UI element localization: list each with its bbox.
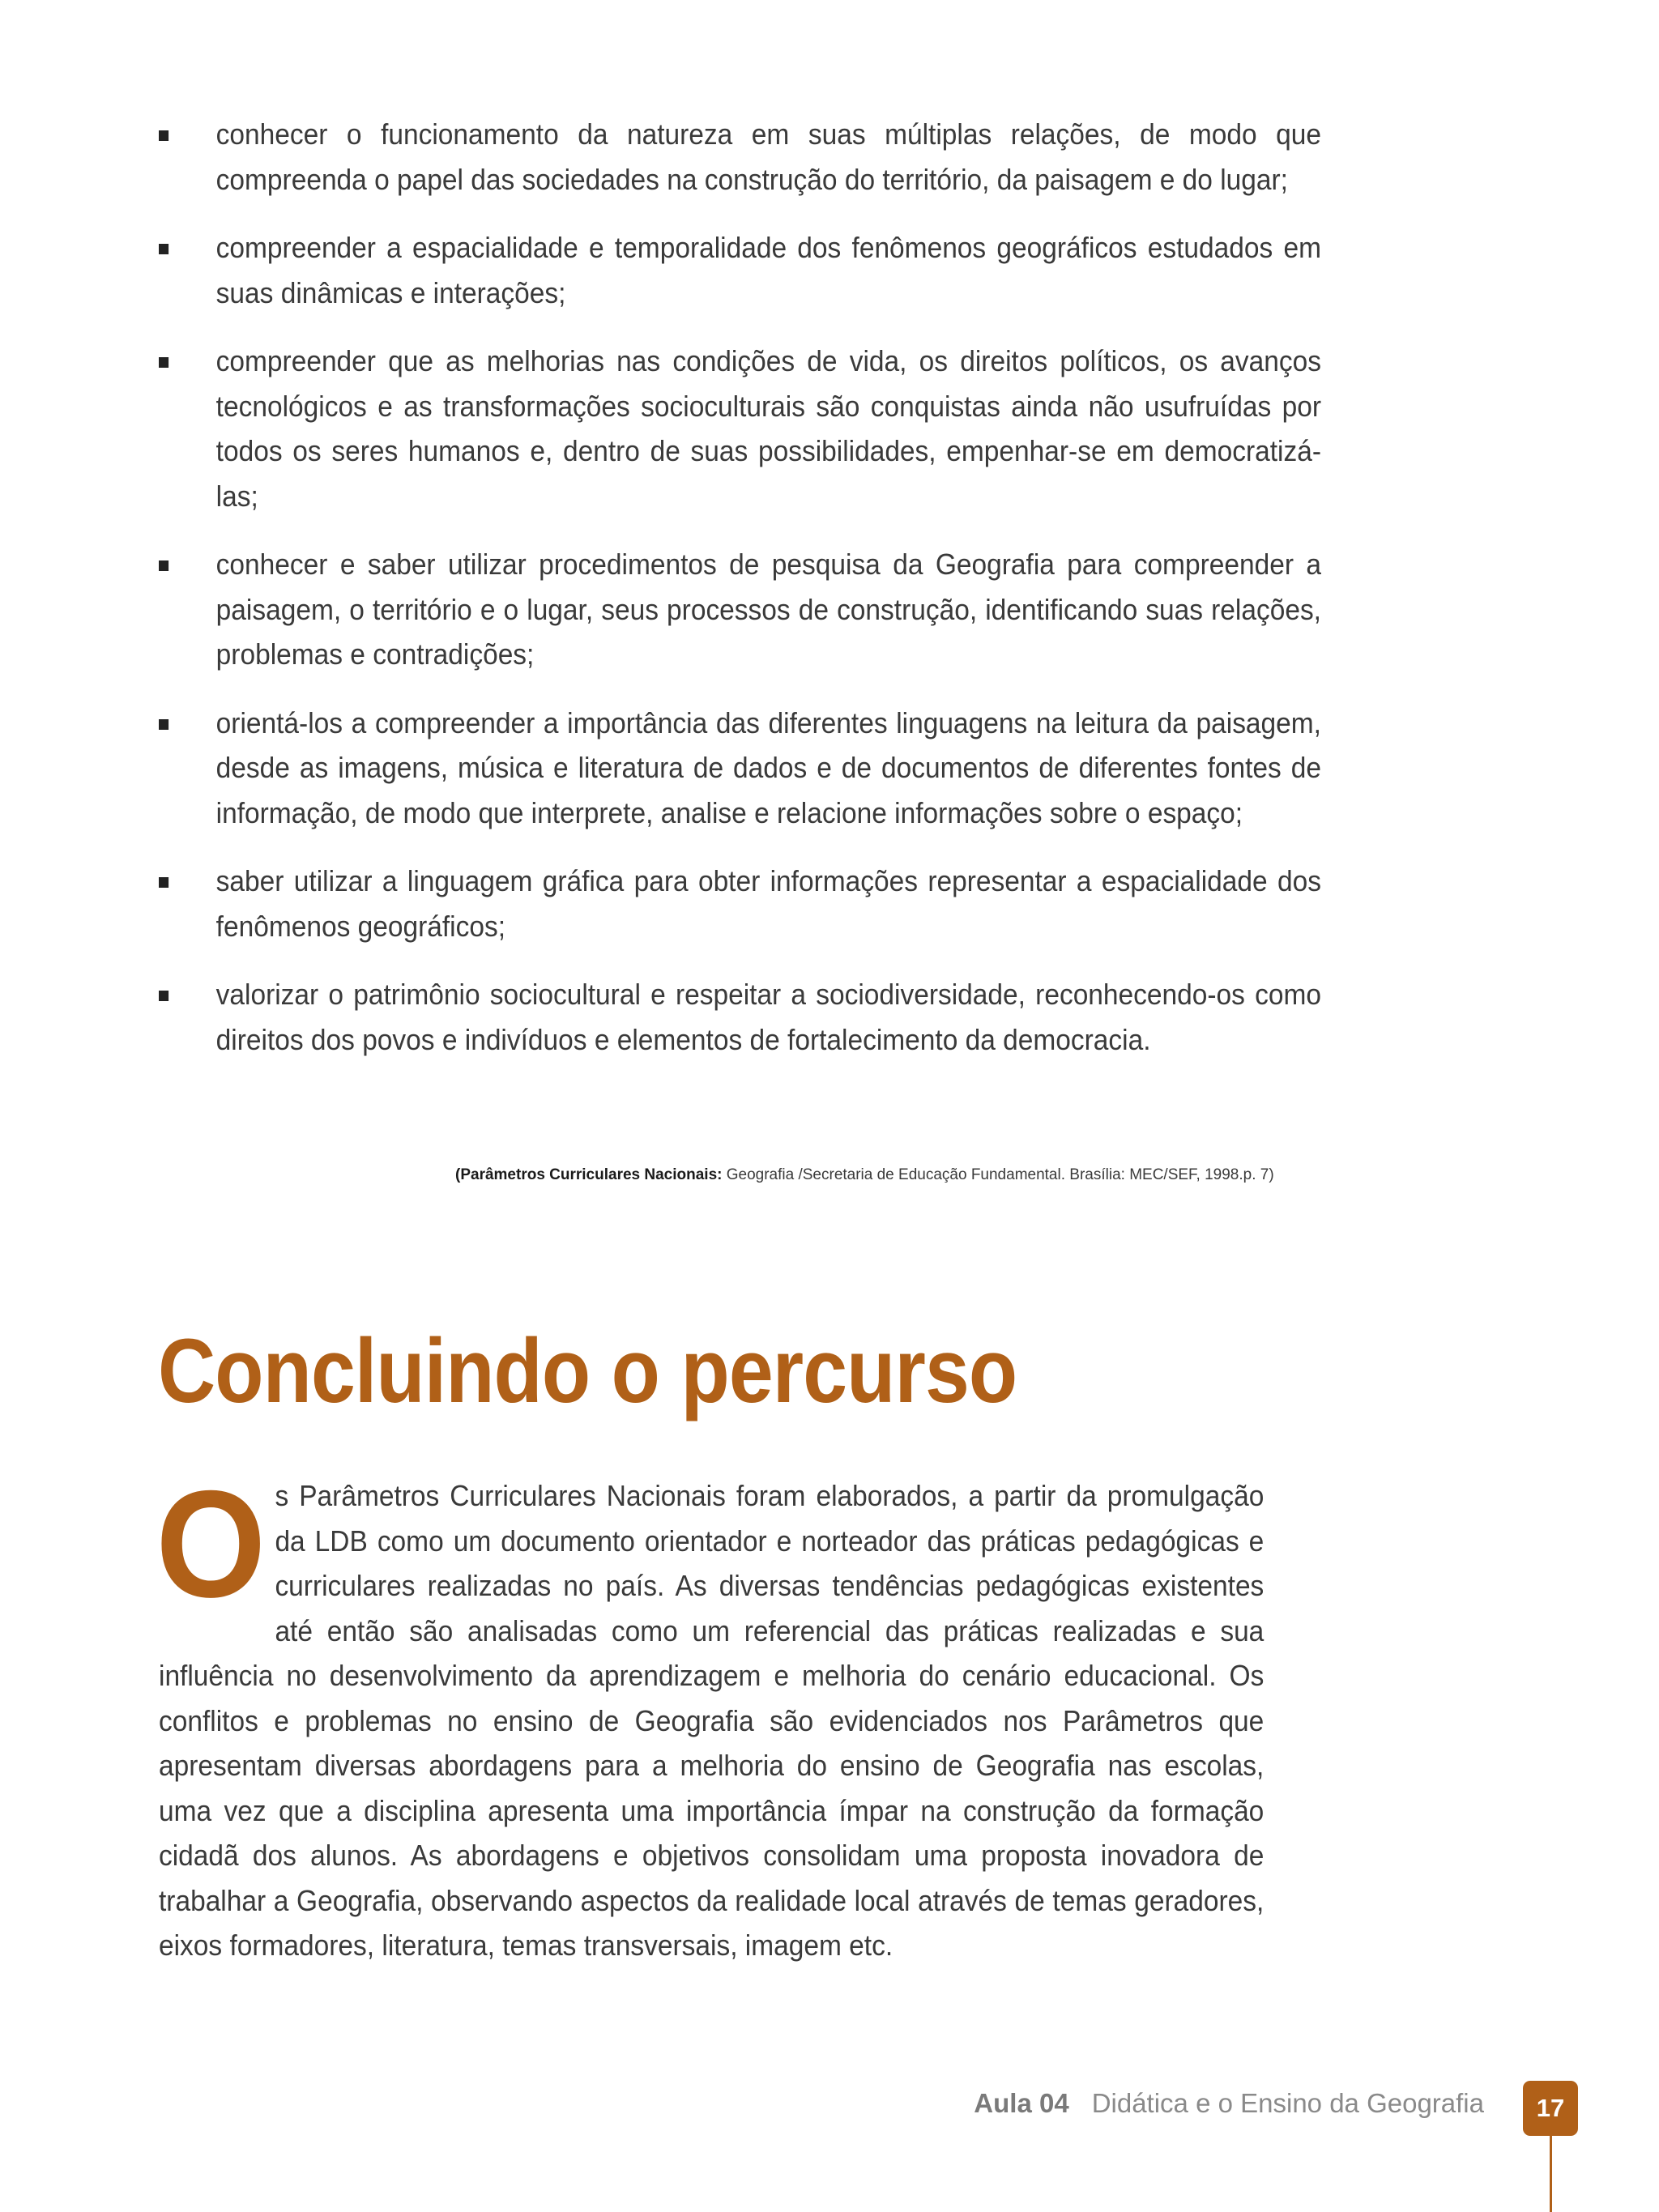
list-item [159,225,1321,315]
section-title: Concluindo o percurso [158,1320,1017,1421]
page-number-badge: 17 [1523,2081,1578,2136]
page-footer [974,2088,1484,2119]
body-paragraph [156,1459,1265,1968]
list-item [159,859,1321,948]
square-bullet-icon [159,244,168,254]
page-marker-line [1550,2136,1552,2212]
list-item [159,701,1321,836]
list-item [159,112,1321,202]
square-bullet-icon [159,991,168,1001]
list-item-text: conhecer o funcionamento da natureza em suas múltiplas relações, de modo que compreenda o papel das sociedades na construção do território, da paisagem e do lugar; [215,117,1321,196]
list-item-text: compreender que as melhorias nas condições de vida, os direitos políticos, os avanços tecnológicos e as transformações socioculturais são conquistas ainda não usufruídas por todos os seres humanos e, dentro de suas possibilidades, empenhar-se em democratizá-las; [215,344,1321,513]
square-bullet-icon [159,877,168,888]
square-bullet-icon [159,719,168,730]
list-item [159,339,1321,518]
footer-lesson: Aula 04 [974,2088,1069,2118]
paragraph-text: s Parâmetros Curriculares Nacionais foram elaborados, a partir da promulgação da LDB como um documento orientador e norteador das práticas pedagógicas e curriculares realizadas no país. As diversas tendências pedagógicas existentes até então são analisadas como um referencial das práticas realizadas e sua influência no desenvolvimento da aprendizagem e melhoria do cenário educacional. Os conflitos e problemas no ensino de Geografia são evidenciados nos Parâmetros que apresentam diversas abordagens para a melhoria do ensino de Geografia nas escolas, uma vez que a disciplina apresenta uma importância ímpar na construção da formação cidadã dos alunos. As abordagens e objetivos consolidam uma proposta inovadora de trabalhar a Geografia, observando aspectos da realidade local através de temas geradores, eixos formadores, literatura, temas transversais, imagem etc. [159,1479,1265,1962]
list-item-text: conhecer e saber utilizar procedimentos de pesquisa da Geografia para compreender a paisagem, o território e o lugar, seus processos de construção, identificando suas relações, problemas e contradições; [215,548,1321,671]
list-item-text: valorizar o patrimônio sociocultural e respeitar a sociodiversidade, reconhecendo-os como direitos dos povos e indivíduos e elementos de fortalecimento da democracia. [215,978,1321,1056]
citation-details: Geografia /Secretaria de Educação Fundamental. Brasília: MEC/SEF, 1998.p. 7) [722,1166,1274,1183]
list-item [159,542,1321,677]
list-item [159,972,1321,1062]
footer-course-title: Didática e o Ensino da Geografia [1091,2088,1484,2118]
square-bullet-icon [159,357,168,368]
list-item-text: orientá-los a compreender a importância das diferentes linguagens na leitura da paisagem, desde as imagens, música e literatura de dados e de documentos de diferentes fontes de informação, de modo que interprete, analise e relacione informações sobre o espaço; [215,705,1321,829]
citation-source-title: (Parâmetros Curriculares Nacionais: [455,1166,723,1183]
square-bullet-icon [159,130,168,141]
list-item-text: saber utilizar a linguagem gráfica para obter informações representar a espacialidade dos fenômenos geográficos; [215,864,1321,943]
objectives-list [159,112,1321,1085]
drop-cap: O [156,1459,267,1629]
source-citation [455,1166,1274,1184]
square-bullet-icon [159,560,168,571]
list-item-text: compreender a espacialidade e temporalidade dos fenômenos geográficos estudados em suas dinâmicas e interações; [215,231,1321,309]
